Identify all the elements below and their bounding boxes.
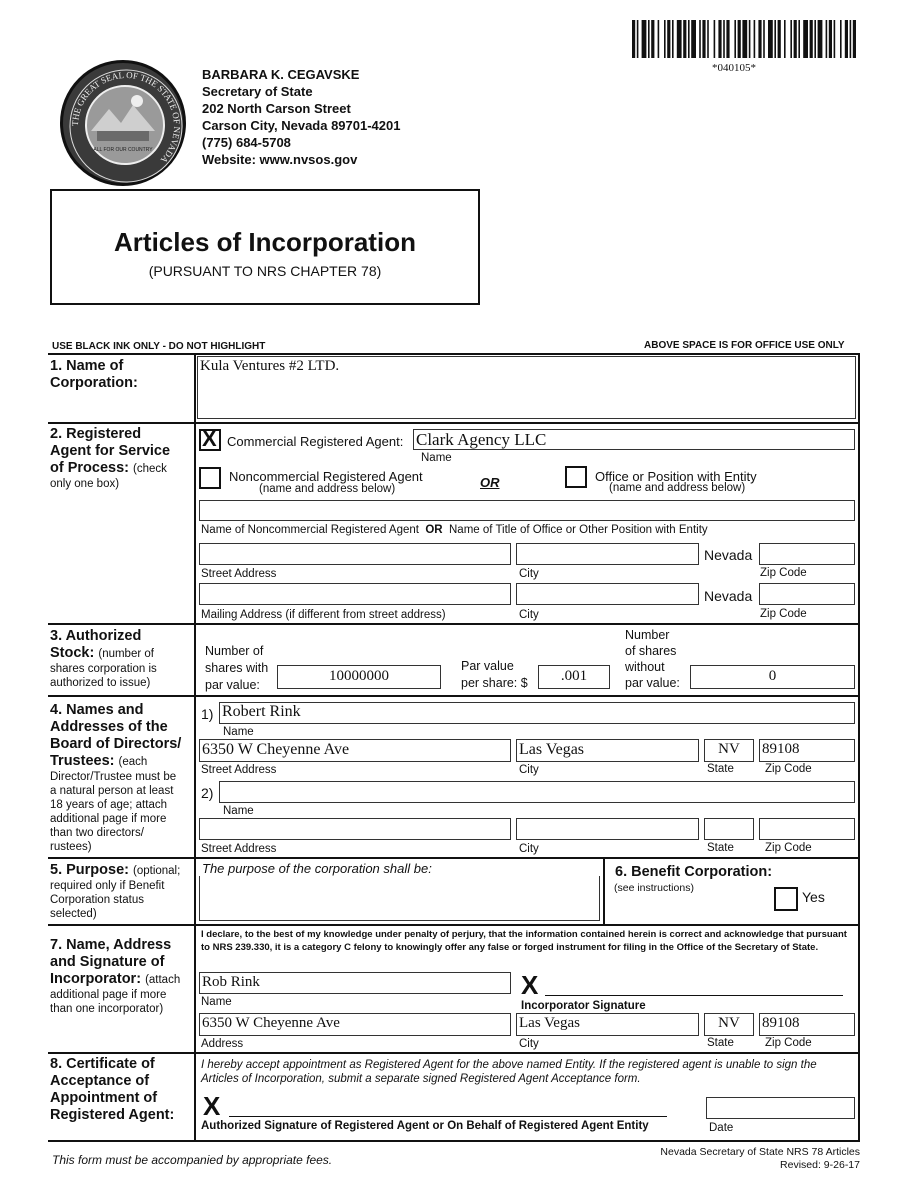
section-5-title: 5. Purpose: (optional; required only if Benefit Corporation status selected) bbox=[50, 862, 181, 920]
barcode-bar bbox=[784, 20, 786, 58]
agent-mailing-city-field[interactable] bbox=[516, 583, 699, 605]
barcode bbox=[632, 20, 857, 58]
director-2-street-caption: Street Address bbox=[201, 843, 277, 855]
barcode-bar bbox=[829, 20, 832, 58]
director-1-street-caption: Street Address bbox=[201, 764, 277, 776]
shares-with-par-field[interactable] bbox=[277, 665, 441, 689]
noncommercial-agent-name-field[interactable] bbox=[199, 500, 855, 521]
barcode-bar bbox=[774, 20, 776, 58]
barcode-bar bbox=[853, 20, 856, 58]
row-rule-3 bbox=[48, 695, 860, 697]
director-2-number: 2) bbox=[201, 785, 214, 801]
barcode-bar bbox=[637, 20, 639, 58]
barcode-bar bbox=[642, 20, 647, 58]
secretary-name: BARBARA K. CEGAVSKE bbox=[202, 67, 360, 82]
secretary-of-state-address bbox=[202, 66, 400, 168]
barcode-bar bbox=[723, 20, 725, 58]
incorporator-zip-caption: Zip Code bbox=[765, 1037, 812, 1049]
table-top-rule bbox=[48, 353, 860, 355]
benefit-corp-yes-checkbox[interactable] bbox=[774, 887, 798, 911]
row-rule-4 bbox=[48, 857, 860, 859]
barcode-bar bbox=[632, 20, 635, 58]
section-6-title: 6. Benefit Corporation: bbox=[615, 864, 773, 880]
section-1-title: 1. Name of Corporation: bbox=[50, 358, 138, 391]
or-separator: OR bbox=[480, 475, 500, 490]
incorporator-name-caption: Name bbox=[201, 996, 232, 1008]
incorporator-name-field[interactable] bbox=[199, 972, 511, 994]
purpose-benefit-divider bbox=[603, 857, 605, 926]
barcode-bar bbox=[749, 20, 751, 58]
barcode-bar bbox=[651, 20, 654, 58]
par-value-field[interactable] bbox=[538, 665, 610, 689]
barcode-bar bbox=[778, 20, 781, 58]
par-value-value: .001 bbox=[560, 668, 588, 684]
incorporator-name-value: Rob Rink bbox=[202, 974, 260, 990]
incorporator-address-value: 6350 W Cheyenne Ave bbox=[202, 1015, 340, 1031]
barcode-bar bbox=[768, 20, 773, 58]
barcode-bar bbox=[850, 20, 852, 58]
office-website: Website: www.nvsos.gov bbox=[202, 152, 358, 167]
seal-motto: ALL FOR OUR COUNTRY bbox=[93, 147, 153, 153]
director-1-zip-field[interactable] bbox=[759, 739, 855, 762]
incorporator-state-value: NV bbox=[718, 1015, 740, 1031]
barcode-bar bbox=[798, 20, 800, 58]
state-seal bbox=[60, 60, 186, 186]
section-7-title: 7. Name, Address and Signature of Incorporator: (attach additional page if more than one incorporator) bbox=[50, 937, 181, 1015]
form-subtitle: (PURSUANT TO NRS CHAPTER 78) bbox=[148, 263, 382, 279]
director-2-zip-field[interactable] bbox=[759, 818, 855, 840]
agent-signature-x: X bbox=[203, 1091, 221, 1121]
incorporator-address-field[interactable] bbox=[199, 1013, 511, 1036]
incorporator-state-field[interactable] bbox=[704, 1013, 754, 1036]
barcode-bar bbox=[826, 20, 828, 58]
agent-mailing-street-field[interactable] bbox=[199, 583, 511, 605]
fees-note: This form must be accompanied by appropriate fees. bbox=[52, 1153, 333, 1167]
seal-text: THE GREAT SEAL OF THE STATE OF NEVADA bbox=[69, 69, 183, 165]
director-2-street-field[interactable] bbox=[199, 818, 511, 840]
director-1-street-value: 6350 W Cheyenne Ave bbox=[202, 741, 350, 758]
barcode-bar bbox=[734, 20, 736, 58]
table-label-column-rule bbox=[194, 353, 196, 1142]
director-1-state-caption: State bbox=[707, 763, 734, 775]
barcode-bar bbox=[672, 20, 674, 58]
form-revision bbox=[660, 1146, 860, 1172]
incorporator-state-caption: State bbox=[707, 1037, 734, 1049]
noncommercial-name-caption: Name of Noncommercial Registered Agent OR Name of Title of Office or Other Position with Entity bbox=[201, 524, 708, 536]
barcode-bar bbox=[688, 20, 690, 58]
director-1-name-field[interactable] bbox=[219, 702, 855, 724]
barcode-bar bbox=[683, 20, 686, 58]
office-city: Carson City, Nevada 89701-4201 bbox=[202, 118, 401, 133]
seal-landscape-icon bbox=[87, 87, 159, 159]
row-rule-5 bbox=[48, 924, 860, 926]
director-2-state-field[interactable] bbox=[704, 818, 754, 840]
barcode-bar bbox=[658, 20, 660, 58]
corporation-name-field[interactable] bbox=[197, 356, 856, 419]
row-rule-6 bbox=[48, 1052, 860, 1054]
incorporator-address-caption: Address bbox=[201, 1038, 244, 1050]
section-2-title: 2. Registered Agent for Service of Process: (check only one box) bbox=[50, 426, 171, 490]
barcode-bar bbox=[754, 20, 756, 58]
barcode-bar bbox=[699, 20, 701, 58]
office-street: 202 North Carson Street bbox=[202, 101, 351, 116]
director-1-zip-caption: Zip Code bbox=[765, 763, 812, 775]
shares-no-par-value: 0 bbox=[768, 668, 777, 684]
agent-mailing-zip-field[interactable] bbox=[759, 583, 855, 605]
noncommercial-agent-sub: (name and address below) bbox=[259, 483, 396, 495]
commercial-agent-name-field[interactable] bbox=[413, 429, 855, 450]
barcode-bar bbox=[648, 20, 650, 58]
barcode-bar bbox=[758, 20, 761, 58]
row-rule-1 bbox=[48, 422, 860, 424]
commercial-agent-checkbox[interactable] bbox=[199, 426, 221, 451]
barcode-bar bbox=[702, 20, 705, 58]
barcode-bar bbox=[818, 20, 823, 58]
barcode-bar bbox=[810, 20, 813, 58]
director-1-zip-value: 89108 bbox=[762, 741, 800, 757]
seal-center bbox=[85, 85, 165, 165]
incorporator-signature-line[interactable] bbox=[545, 995, 843, 996]
director-1-city-value: Las Vegas bbox=[519, 741, 585, 758]
secretary-office: Secretary of State bbox=[202, 84, 313, 99]
barcode-bar bbox=[691, 20, 696, 58]
agent-signature-line[interactable] bbox=[229, 1116, 667, 1117]
director-2-city-field[interactable] bbox=[516, 818, 699, 840]
director-1-city-field[interactable] bbox=[516, 739, 699, 762]
office-position-checkbox[interactable] bbox=[565, 466, 587, 488]
title-box bbox=[50, 189, 480, 305]
mailing-zip-caption: Zip Code bbox=[760, 608, 807, 620]
mailing-address-caption: Mailing Address (if different from street address) bbox=[201, 609, 446, 621]
barcode-bar bbox=[707, 20, 709, 58]
agent-city-caption: City bbox=[519, 568, 539, 580]
agent-zip-caption: Zip Code bbox=[760, 567, 807, 579]
barcode-bar bbox=[714, 20, 716, 58]
commercial-agent-name-value: Clark Agency LLC bbox=[416, 430, 547, 449]
agent-street-field[interactable] bbox=[199, 543, 511, 565]
barcode-bar bbox=[664, 20, 666, 58]
incorporator-city-value: Las Vegas bbox=[519, 1015, 580, 1031]
director-1-state-value: NV bbox=[718, 741, 740, 757]
section-3-title: 3. Authorized Stock: (number of shares corporation is authorized to issue) bbox=[50, 628, 157, 689]
director-2-zip-caption: Zip Code bbox=[765, 842, 812, 854]
director-1-city-caption: City bbox=[519, 764, 539, 776]
director-2-name-field[interactable] bbox=[219, 781, 855, 803]
incorporator-signature-x: X bbox=[521, 970, 539, 1000]
barcode-bar bbox=[738, 20, 741, 58]
director-2-name-caption: Name bbox=[223, 805, 254, 817]
director-1-number: 1) bbox=[201, 706, 214, 722]
commercial-agent-label: Commercial Registered Agent: bbox=[227, 434, 404, 449]
table-right-rule bbox=[858, 353, 860, 1142]
form-revised: Revised: 9-26-17 bbox=[780, 1159, 860, 1171]
incorporator-city-caption: City bbox=[519, 1038, 539, 1050]
agent-date-field[interactable] bbox=[706, 1097, 855, 1119]
office-phone: (775) 684-5708 bbox=[202, 135, 291, 150]
ink-instruction: USE BLACK INK ONLY - DO NOT HIGHLIGHT bbox=[52, 341, 266, 352]
mailing-city-caption: City bbox=[519, 609, 539, 621]
shares-no-par-label: Number of shares without par value: bbox=[625, 628, 680, 690]
agent-signature-caption: Authorized Signature of Registered Agent or On Behalf of Registered Agent Entity bbox=[201, 1120, 649, 1132]
barcode-bar bbox=[790, 20, 792, 58]
agent-state-value: Nevada bbox=[704, 547, 753, 563]
office-use-note: ABOVE SPACE IS FOR OFFICE USE ONLY bbox=[644, 340, 845, 351]
agent-mailing-state-value: Nevada bbox=[704, 588, 753, 604]
barcode-bar bbox=[814, 20, 816, 58]
director-2-city-caption: City bbox=[519, 843, 539, 855]
noncommercial-agent-checkbox[interactable] bbox=[199, 467, 221, 489]
barcode-bar bbox=[845, 20, 848, 58]
row-rule-2 bbox=[48, 623, 860, 625]
perjury-declaration: I declare, to the best of my knowledge under penalty of perjury, that the information contained herein is correct and acknowledge that pursuant to NRS 239.330, it is a category C felony to knowingly offer any false or forged instrument for filing in the Office of the Secretary of State. bbox=[201, 929, 847, 953]
barcode-bar bbox=[677, 20, 682, 58]
purpose-field[interactable] bbox=[199, 876, 600, 921]
director-1-name-caption: Name bbox=[223, 726, 254, 738]
barcode-bar bbox=[840, 20, 842, 58]
barcode-bar bbox=[742, 20, 747, 58]
form-id: Nevada Secretary of State NRS 78 Articles bbox=[660, 1146, 860, 1158]
shares-par-label: Number of shares with par value: bbox=[205, 644, 269, 692]
barcode-bar bbox=[803, 20, 808, 58]
office-position-label: Office or Position with Entity bbox=[595, 469, 757, 484]
shares-with-par-value: 10000000 bbox=[329, 668, 389, 684]
benefit-corp-note: (see instructions) bbox=[614, 882, 694, 894]
commercial-agent-checkmark: X bbox=[202, 426, 217, 451]
barcode-number: *040105* bbox=[712, 62, 756, 74]
director-2-state-caption: State bbox=[707, 842, 734, 854]
incorporator-city-field[interactable] bbox=[516, 1013, 699, 1036]
director-1-state-field[interactable] bbox=[704, 739, 754, 762]
agent-date-caption: Date bbox=[709, 1122, 734, 1134]
noncommercial-agent-label: Noncommercial Registered Agent bbox=[229, 469, 423, 484]
agent-street-caption: Street Address bbox=[201, 568, 277, 580]
benefit-corp-yes-label: Yes bbox=[802, 889, 825, 905]
agent-name-caption: Name bbox=[421, 452, 452, 464]
section-4-title: 4. Names and Addresses of the Board of Directors/ Trustees: (each Director/Trustee must be a natural person at least 18 years of age; attach additional page if more than two directors/ rustees) bbox=[50, 702, 182, 853]
incorporator-signature-caption: Incorporator Signature bbox=[521, 1000, 646, 1012]
incorporator-zip-field[interactable] bbox=[759, 1013, 855, 1036]
agent-acceptance-text: I hereby accept appointment as Registered Agent for the above named Entity. If the registered agent is unable to sign the Articles of Incorporation, submit a separate signed Registered Agent Acceptance form. bbox=[201, 1059, 817, 1085]
barcode-bar bbox=[667, 20, 670, 58]
director-1-street-field[interactable] bbox=[199, 739, 511, 762]
barcode-bar bbox=[718, 20, 721, 58]
shares-no-par-field[interactable] bbox=[690, 665, 855, 689]
barcode-bar bbox=[834, 20, 836, 58]
barcode-bar bbox=[763, 20, 765, 58]
agent-city-field[interactable] bbox=[516, 543, 699, 565]
corporation-name-value: Kula Ventures #2 LTD. bbox=[200, 358, 340, 374]
agent-zip-field[interactable] bbox=[759, 543, 855, 565]
office-position-sub: (name and address below) bbox=[609, 482, 746, 494]
purpose-prompt: The purpose of the corporation shall be: bbox=[202, 861, 432, 876]
form-title: Articles of Incorporation bbox=[114, 227, 416, 257]
barcode-bar bbox=[726, 20, 729, 58]
section-8-title: 8. Certificate of Acceptance of Appointment of Registered Agent: bbox=[50, 1056, 175, 1123]
director-1-name-value: Robert Rink bbox=[222, 703, 301, 720]
incorporator-zip-value: 89108 bbox=[762, 1015, 800, 1031]
barcode-bar bbox=[794, 20, 797, 58]
table-bottom-rule bbox=[48, 1140, 860, 1142]
par-value-label: Par value per share: $ bbox=[461, 659, 528, 690]
